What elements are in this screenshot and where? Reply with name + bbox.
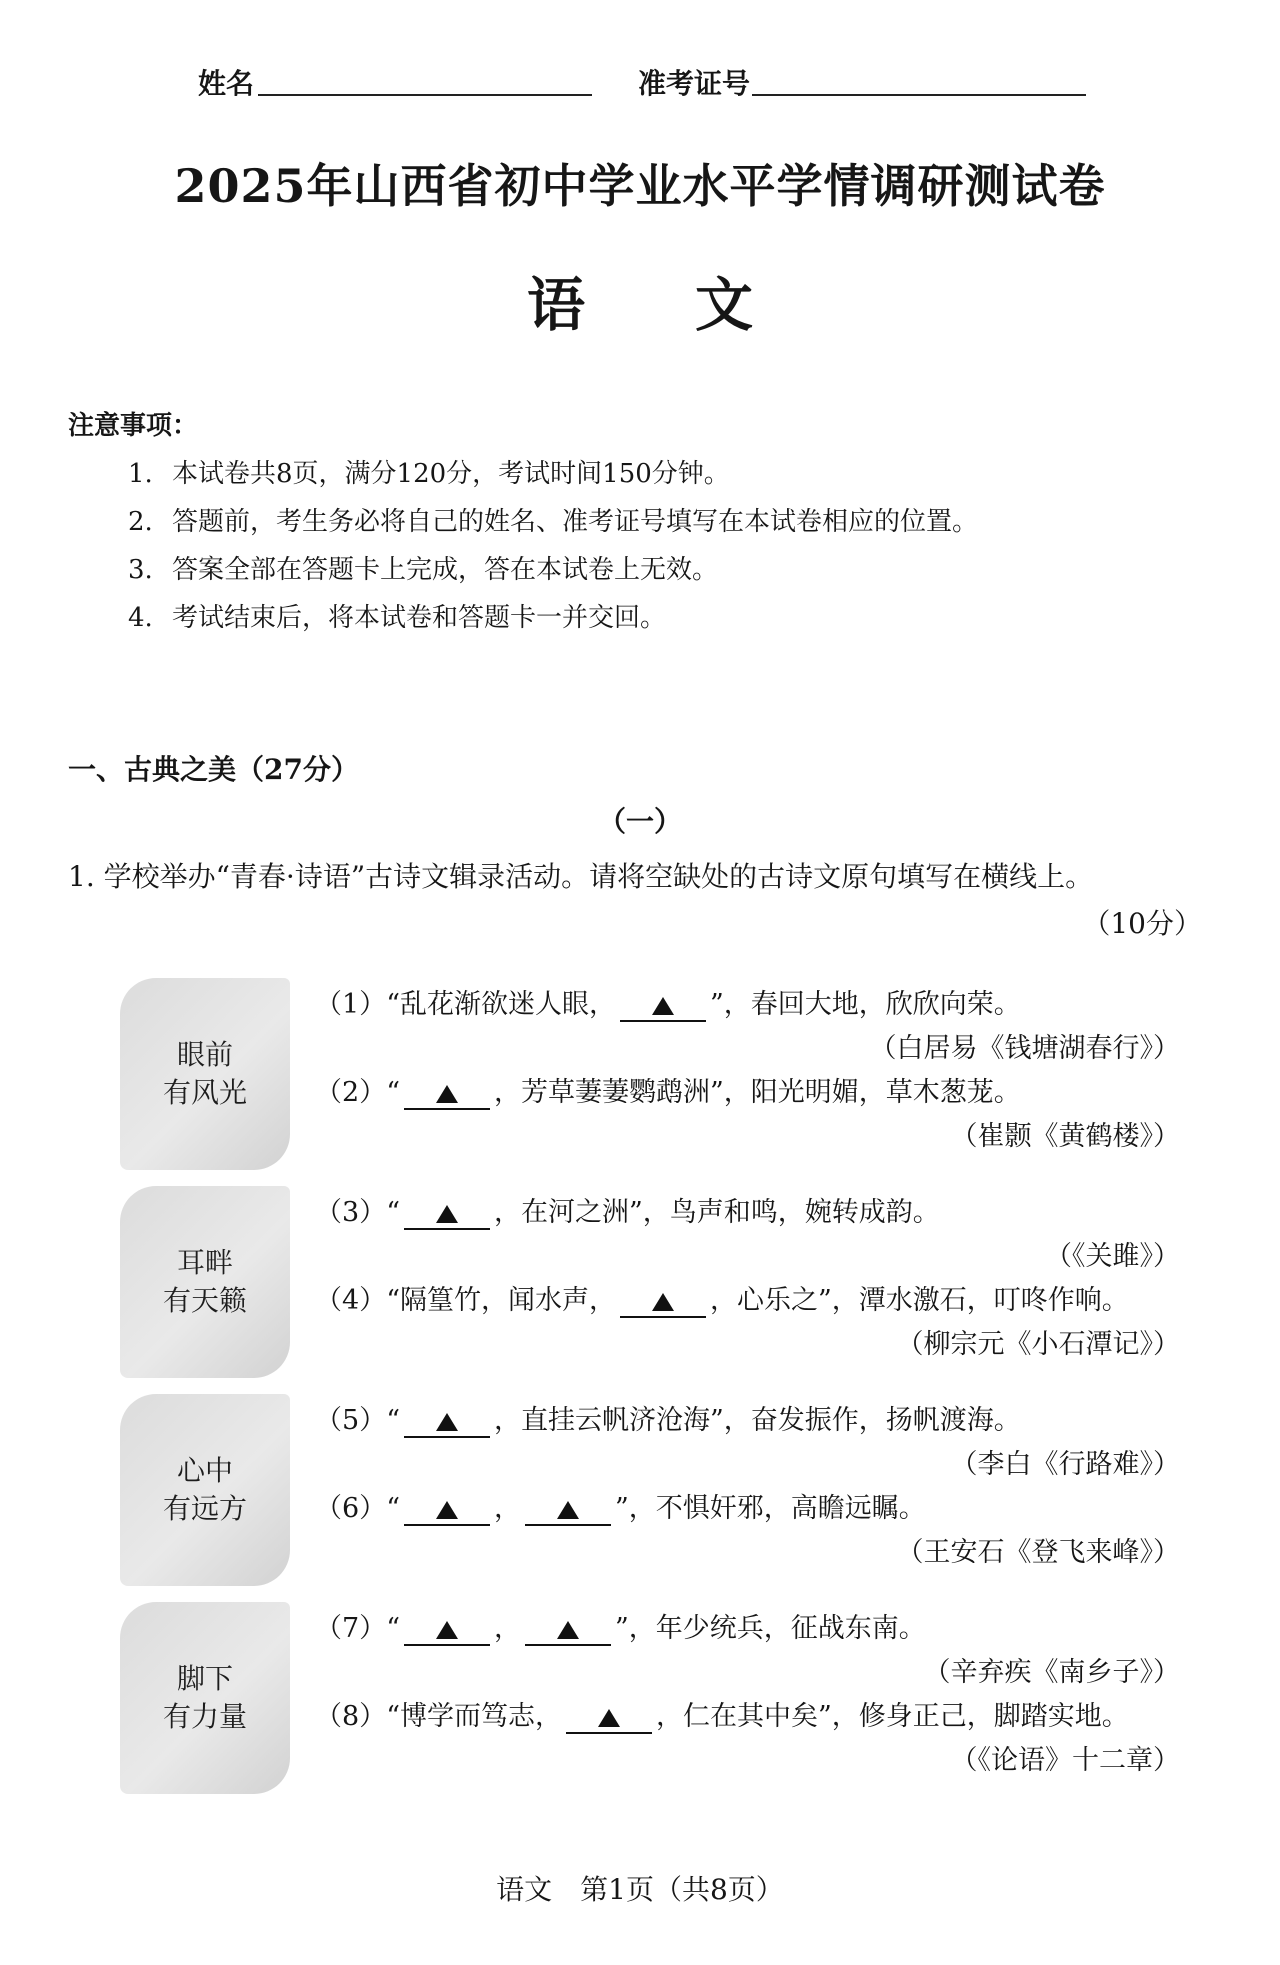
answer-blank[interactable] [620,1286,706,1318]
fill-item [315,1606,926,1646]
group-tag [120,978,290,1170]
triangle-marker-icon [436,1621,458,1639]
fill-item [315,1070,1021,1110]
answer-blank[interactable] [404,1078,490,1110]
tag-line: 心中 [176,1454,233,1487]
fill-item [315,1278,1129,1318]
section-heading: 一、古典之美（27分） [68,753,359,786]
notice-item [128,450,978,498]
part-label: （一） [597,805,682,838]
notice-number: 3. [128,555,153,585]
notice-number: 4. [128,603,153,633]
item-text: “ [386,1493,400,1524]
tag-line: 有力量 [162,1700,247,1733]
candidate-info-row [0,62,1280,112]
answer-blank[interactable] [404,1198,490,1230]
tag-line: 有远方 [162,1492,247,1525]
answer-blank[interactable] [404,1494,490,1526]
item-source: （白居易《钱塘湖春行》） [869,1033,1180,1064]
tag-line: 脚下 [176,1662,233,1695]
answer-blank[interactable] [525,1494,611,1526]
triangle-marker-icon [436,1413,458,1431]
triangle-marker-icon [652,997,674,1015]
item-text: ，心乐之”，潭水激石，叮咚作响。 [710,1285,1129,1316]
item-source: （辛弃疾《南乡子》） [923,1657,1180,1688]
question-score: （10分） [1082,907,1202,940]
item-number: （5） [315,1405,387,1436]
item-text: “乱花渐欲迷人眼， [386,989,616,1020]
group-tag [120,1394,290,1586]
poem-group [120,978,1180,1170]
fill-item [315,1190,940,1230]
item-text: ，芳草萋萋鹦鹉洲”，阳光明媚，草木葱茏。 [494,1077,1021,1108]
notice-heading: 注意事项： [68,411,199,441]
fill-item [315,1694,1129,1734]
exam-number-label: 准考证号 [638,67,751,100]
answer-blank[interactable] [525,1614,611,1646]
name-label: 姓名 [198,67,255,100]
item-number: （8） [315,1701,387,1732]
answer-blank[interactable] [404,1406,490,1438]
group-tag [120,1602,290,1794]
item-text: ”，年少统兵，征战东南。 [615,1613,926,1644]
fill-item [315,1486,926,1526]
item-source: （崔颢《黄鹤楼》） [950,1121,1180,1152]
group-tag [120,1186,290,1378]
poem-group [120,1186,1180,1378]
item-text: “ [386,1077,400,1108]
item-number: （4） [315,1285,387,1316]
item-number: （1） [315,989,387,1020]
item-text: “ [386,1405,400,1436]
triangle-marker-icon [436,1205,458,1223]
notice-item [128,546,978,594]
item-source: （王安石《登飞来峰》） [896,1537,1180,1568]
item-number: （6） [315,1493,387,1524]
answer-blank[interactable] [404,1614,490,1646]
item-text: “博学而笃志， [386,1701,562,1732]
triangle-marker-icon [598,1709,620,1727]
notice-item [128,594,978,642]
notice-text: 本试卷共8页，满分120分，考试时间150分钟。 [172,459,730,489]
poem-group [120,1394,1180,1586]
item-text: ，在河之洲”，鸟声和鸣，婉转成韵。 [494,1197,940,1228]
poem-group [120,1602,1180,1794]
item-text: ”，春回大地，欣欣向荣。 [710,989,1021,1020]
triangle-marker-icon [436,1085,458,1103]
item-source: （《关雎》） [1045,1241,1180,1272]
notice-text: 答案全部在答题卡上完成，答在本试卷上无效。 [172,555,719,585]
notice-list [128,450,978,642]
exam-number-field[interactable] [752,94,1086,96]
triangle-marker-icon [557,1501,579,1519]
item-text: ， [494,1493,521,1524]
item-text: ， [494,1613,521,1644]
notice-text: 考试结束后，将本试卷和答题卡一并交回。 [172,603,667,633]
item-source: （《论语》十二章） [950,1745,1180,1776]
tag-line: 有风光 [162,1076,247,1109]
item-number: （3） [315,1197,387,1228]
notice-item [128,498,978,546]
name-field[interactable] [258,94,592,96]
item-text: ，直挂云帆济沧海”，奋发振作，扬帆渡海。 [494,1405,1021,1436]
item-text: “ [386,1613,400,1644]
item-number: （7） [315,1613,387,1644]
exam-title: 2025年山西省初中学业水平学情调研测试卷 [174,159,1106,213]
item-text: “ [386,1197,400,1228]
subject-title: 语文 [526,271,863,339]
notice-number: 1. [128,459,153,489]
tag-line: 有天籁 [162,1284,247,1317]
notice-number: 2. [128,507,153,537]
fill-item [315,982,1021,1022]
answer-blank[interactable] [620,990,706,1022]
item-number: （2） [315,1077,387,1108]
tag-line: 眼前 [176,1038,233,1071]
triangle-marker-icon [652,1293,674,1311]
item-text: “隔篁竹，闻水声， [386,1285,616,1316]
item-source: （柳宗元《小石潭记》） [896,1329,1180,1360]
item-text: ”，不惧奸邪，高瞻远瞩。 [615,1493,926,1524]
item-source: （李白《行路难》） [950,1449,1180,1480]
tag-line: 耳畔 [176,1246,233,1279]
question-stem: 1. 学校举办“青春·诗语”古诗文辑录活动。请将空缺处的古诗文原句填写在横线上。 [68,860,1094,893]
page-footer: 语文 第1页（共8页） [496,1873,784,1906]
triangle-marker-icon [436,1501,458,1519]
triangle-marker-icon [557,1621,579,1639]
item-text: ，仁在其中矣”，修身正己，脚踏实地。 [656,1701,1129,1732]
fill-item [315,1398,1021,1438]
answer-blank[interactable] [566,1702,652,1734]
notice-text: 答题前，考生务必将自己的姓名、准考证号填写在本试卷相应的位置。 [172,507,979,537]
